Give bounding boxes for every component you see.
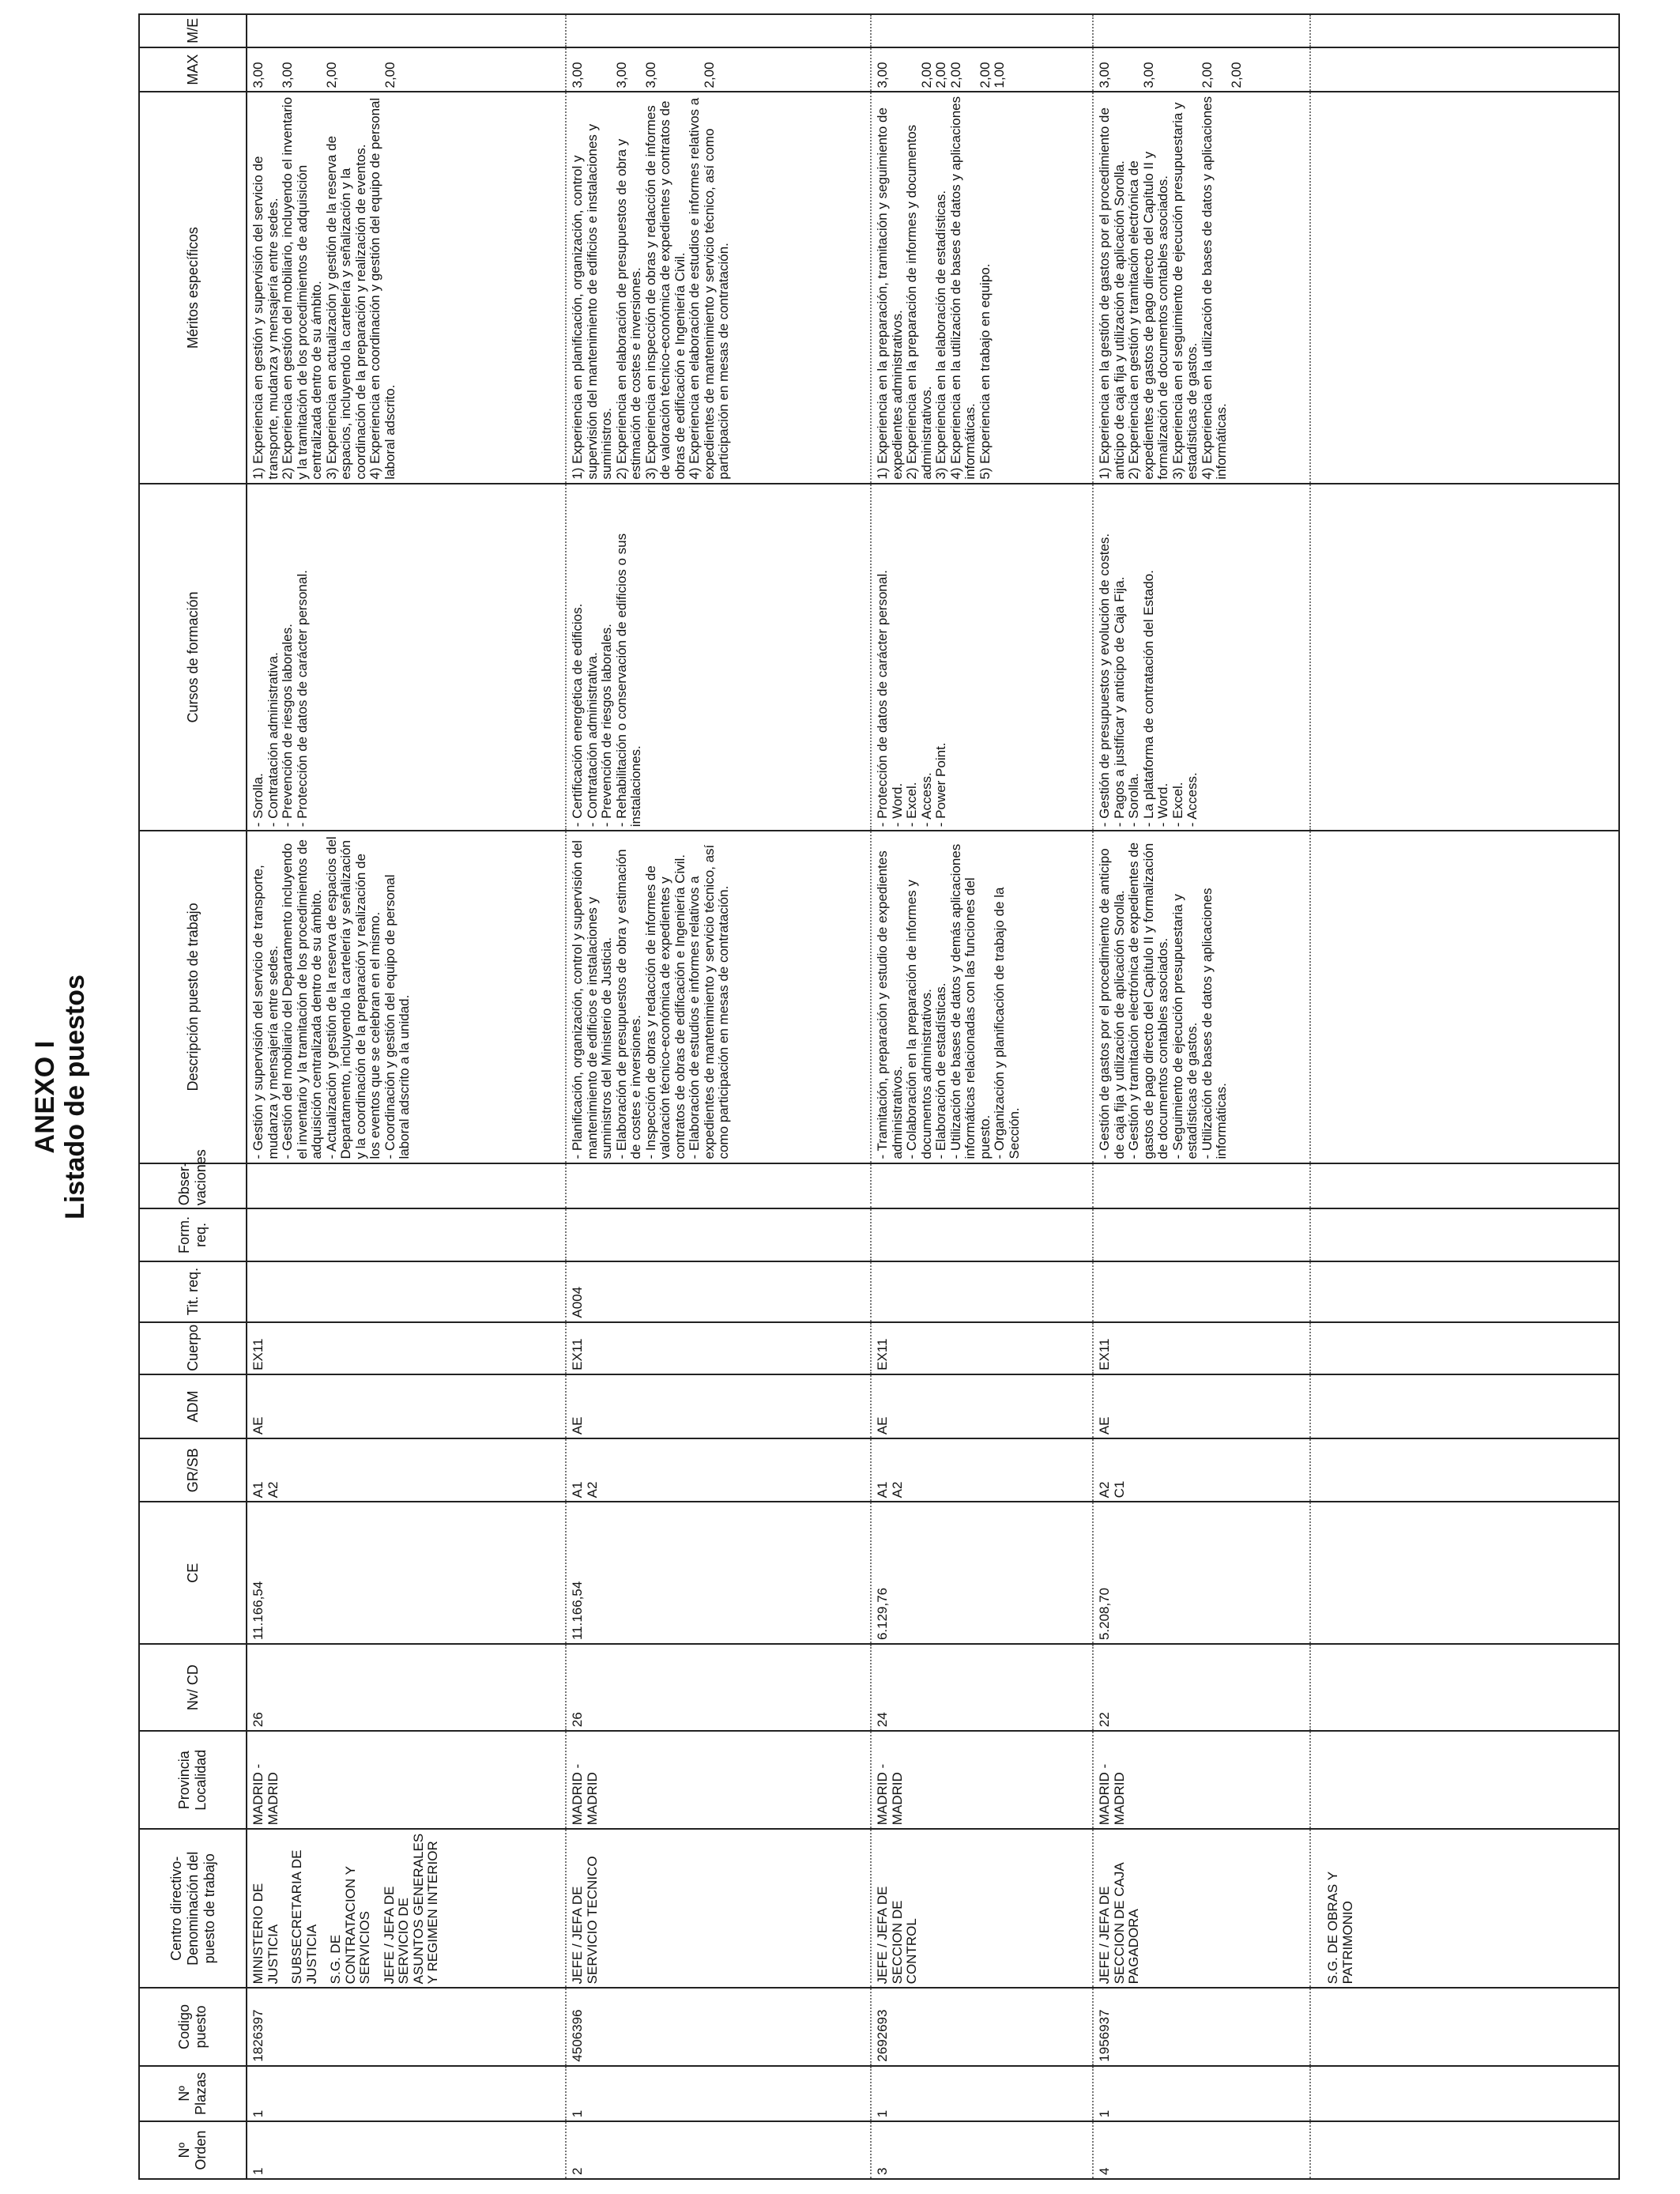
cell-adm: AE bbox=[1093, 1374, 1310, 1438]
cell-empty bbox=[1310, 1988, 1619, 2065]
table-row bbox=[247, 14, 566, 2179]
cell-me bbox=[871, 14, 1093, 47]
cell-cursos: - Sorolla. - Contratación administrativa. - Prevención de riesgos laborales. - Protección de datos de carácter personal. bbox=[247, 484, 566, 831]
header-ce: CE bbox=[139, 1502, 247, 1644]
cell-adm: AE bbox=[871, 1374, 1093, 1438]
cell-obs bbox=[566, 1163, 871, 1209]
header-codigo: Codigo puesto bbox=[139, 1988, 247, 2065]
cell-empty bbox=[1310, 1208, 1619, 1261]
cell-tit bbox=[871, 1261, 1093, 1322]
cell-ce: 5.208,70 bbox=[1093, 1502, 1310, 1644]
cell-plazas: 1 bbox=[247, 2066, 566, 2122]
cell-provincia: MADRID - MADRID bbox=[871, 1731, 1093, 1829]
cell-meritos: 1) Experiencia en gestión y supervisión del servicio de transporte, mudanza y mensajería entre sedes. 2) Experiencia en gestión del mobiliario, incluyendo el inventario y la tramitación de los procedimientos de adquisición centralizada dentro de su ámbito. 3) Experiencia en actualización y gestión de la reserva de espacios, incluyendo la cartelería y señalización y la coordinación de la preparación y realización de eventos. 4) Experiencia en coordinación y gestión del equipo de personal laboral adscrito. bbox=[247, 92, 566, 484]
org-subsecretaria: SUBSECRETARIA DE JUSTICIA bbox=[289, 1849, 319, 1985]
cell-empty bbox=[1310, 1438, 1619, 1502]
header-adm: ADM bbox=[139, 1374, 247, 1438]
cell-cursos: - Gestión de presupuestos y evolución de costes. - Pagos a justificar y anticipo de Caja Fija. - Sorolla. - La plataforma de contratación del Estado. - Word. - Excel. - Access. bbox=[1093, 484, 1310, 831]
cell-adm: AE bbox=[566, 1374, 871, 1438]
cell-me bbox=[247, 14, 566, 47]
cell-obs bbox=[871, 1163, 1093, 1209]
cell-codigo: 1826397 bbox=[247, 1988, 566, 2065]
header-grsb: GR/SB bbox=[139, 1438, 247, 1502]
cell-empty bbox=[1310, 1261, 1619, 1322]
cell-meritos: 1) Experiencia en la preparación, tramitación y seguimiento de expedientes administrativos. 2) Experiencia en la preparación de informes y documentos administrativos. 3) Experiencia en la elaboración de estadísticas. 4) Experiencia en la utilización de bases de datos y aplicaciones informáticas. 5) Experiencia en trabajo en equipo. bbox=[871, 92, 1093, 484]
cell-empty bbox=[1310, 1644, 1619, 1731]
cell-ce: 11.166,54 bbox=[247, 1502, 566, 1644]
cell-descripcion: - Tramitación, preparación y estudio de expedientes administrativos. - Colaboración en la preparación de informes y documentos administrativos. - Elaboración de estadísticas. - Utilización de bases de datos y demás aplicaciones informáticas relacionadas con las funciones del puesto. - Organización y planificación de trabajo de la Sección. bbox=[871, 831, 1093, 1163]
cell-cuerpo: EX11 bbox=[871, 1322, 1093, 1374]
cell-codigo: 1956937 bbox=[1093, 1988, 1310, 2065]
header-plazas: Nº Plazas bbox=[139, 2066, 247, 2122]
cell-nivel: 24 bbox=[871, 1644, 1093, 1731]
cell-codigo: 4506396 bbox=[566, 1988, 871, 2065]
cell-tit bbox=[1093, 1261, 1310, 1322]
cell-grsb: A1 A2 bbox=[247, 1438, 566, 1502]
cell-empty bbox=[1310, 2121, 1619, 2179]
cell-obs bbox=[247, 1163, 566, 1209]
cell-cursos: - Certificación energética de edificios. - Contratación administrativa. - Prevención de riesgos laborales. - Rehabilitación o conservación de edificios o sus instalaciones. bbox=[566, 484, 871, 831]
cell-centro bbox=[1310, 1829, 1619, 1988]
cell-orden: 4 bbox=[1093, 2121, 1310, 2179]
page-subtitle: Listado de puestos bbox=[60, 974, 90, 1220]
cell-nivel: 26 bbox=[566, 1644, 871, 1731]
cell-empty bbox=[1310, 1322, 1619, 1374]
table-row bbox=[1093, 14, 1310, 2179]
cell-descripcion: - Gestión de gastos por el procedimiento de anticipo de caja fija y utilización de aplicación Sorolla. - Gestión y tramitación electrónica de expedientes de gastos de pago directo del Capítulo II y formalización de documentos contables asociados. - Seguimiento de ejecución presupuestaria y estadísticas de gastos. - Utilización de bases de datos y aplicaciones informáticas. bbox=[1093, 831, 1310, 1163]
cell-orden: 1 bbox=[247, 2121, 566, 2179]
cell-empty bbox=[1310, 47, 1619, 92]
cell-provincia: MADRID - MADRID bbox=[566, 1731, 871, 1829]
header-me: M/E bbox=[139, 14, 247, 47]
table-row bbox=[566, 14, 871, 2179]
cell-cuerpo: EX11 bbox=[247, 1322, 566, 1374]
header-centro: Centro directivo- Denominación del puesto de trabajo bbox=[139, 1829, 247, 1988]
cell-max: 3,00 3,00 3,00 2,00 bbox=[566, 47, 871, 92]
cell-form bbox=[247, 1208, 566, 1261]
cell-empty bbox=[1310, 1163, 1619, 1209]
header-cursos: Cursos de formación bbox=[139, 484, 247, 831]
header-nivel: Nv/ CD bbox=[139, 1644, 247, 1731]
cell-empty bbox=[1310, 1731, 1619, 1829]
cell-empty bbox=[1310, 2066, 1619, 2122]
cell-max: 3,00 3,00 2,00 2,00 bbox=[1093, 47, 1310, 92]
cell-cuerpo: EX11 bbox=[566, 1322, 871, 1374]
cell-form bbox=[566, 1208, 871, 1261]
cell-ce: 11.166,54 bbox=[566, 1502, 871, 1644]
cell-grsb: A1 A2 bbox=[871, 1438, 1093, 1502]
cell-empty bbox=[1310, 1374, 1619, 1438]
cell-ce: 6.129,76 bbox=[871, 1502, 1093, 1644]
cell-nivel: 22 bbox=[1093, 1644, 1310, 1731]
cell-me bbox=[1093, 14, 1310, 47]
cell-orden: 3 bbox=[871, 2121, 1093, 2179]
cell-orden: 2 bbox=[566, 2121, 871, 2179]
header-tit: Tit. req. bbox=[139, 1261, 247, 1322]
cell-me bbox=[566, 14, 871, 47]
table-row bbox=[871, 14, 1093, 2179]
header-row bbox=[139, 14, 247, 2179]
cell-plazas: 1 bbox=[1093, 2066, 1310, 2122]
cell-meritos: 1) Experiencia en la gestión de gastos por el procedimiento de anticipo de caja fija y utilización de aplicación Sorolla. 2) Experiencia en gestión y tramitación electrónica de expedientes de gastos de pago directo del Capítulo II y formalización de documentos contables asociados. 3) Experiencia en el seguimiento de ejecución presupuestaria y estadísticas de gastos. 4) Experiencia en la utilización de bases de datos y aplicaciones informáticas. bbox=[1093, 92, 1310, 484]
cell-meritos: 1) Experiencia en planificación, organización, control y supervisión del mantenimiento de edificios e instalaciones y suministros. 2) Experiencia en elaboración de presupuestos de obra y estimación de costes e inversiones. 3) Experiencia en inspección de obras y redacción de informes de valoración técnico-económica de expedientes y contratos de obras de edificación e Ingeniería Civil. 4) Experiencia en elaboración de estudios e informes relativos a expedientes de mantenimiento y servicio técnico, así como participación en mesas de contratación. bbox=[566, 92, 871, 484]
puesto-name: JEFE / JEFA DE SERVICIO DE ASUNTOS GENERALES Y REGIMEN INTERIOR bbox=[381, 1833, 440, 1985]
cell-centro: JEFE / JEFA DE SECCION DE CAJA PAGADORA bbox=[1093, 1829, 1310, 1988]
cell-descripcion: - Gestión y supervisión del servicio de transporte, mudanza y mensajería entre sedes. - Gestión del mobiliario del Departamento incluyendo el inventario y la tramitación de los procedimientos de adquisición centralizada dentro de su ámbito. - Actualización y gestión de la reserva de espacios del Departamento, incluyendo la cartelería y señalización y la coordinación de la preparación y realización de los eventos que se celebran en el mismo. - Coordinación y gestión del equipo de personal laboral adscrito a la unidad. bbox=[247, 831, 566, 1163]
cell-plazas: 1 bbox=[871, 2066, 1093, 2122]
cell-cursos: - Protección de datos de carácter personal. - Word. - Excel. - Access. - Power Point. bbox=[871, 484, 1093, 831]
header-orden: Nº Orden bbox=[139, 2121, 247, 2179]
page-title: ANEXO I bbox=[30, 1040, 60, 1154]
cell-obs bbox=[1093, 1163, 1310, 1209]
cell-plazas: 1 bbox=[566, 2066, 871, 2122]
cell-form bbox=[1093, 1208, 1310, 1261]
header-obs: Obser- vaciones bbox=[139, 1163, 247, 1209]
cell-centro: JEFE / JEFA DE SECCION DE CONTROL bbox=[871, 1829, 1093, 1988]
header-provincia: Provincia Localidad bbox=[139, 1731, 247, 1829]
cell-max: 3,00 2,00 2,00 2,00 2,00 1,00 bbox=[871, 47, 1093, 92]
title-block bbox=[30, 0, 90, 2194]
cell-grsb: A1 A2 bbox=[566, 1438, 871, 1502]
table-row-section bbox=[1310, 14, 1619, 2179]
cell-codigo: 2692693 bbox=[871, 1988, 1093, 2065]
cell-empty bbox=[1310, 1502, 1619, 1644]
org-sg-obras: S.G. DE OBRAS Y PATRIMONIO bbox=[1325, 1872, 1355, 1985]
cell-provincia: MADRID - MADRID bbox=[1093, 1731, 1310, 1829]
cell-grsb: A2 C1 bbox=[1093, 1438, 1310, 1502]
cell-cuerpo: EX11 bbox=[1093, 1322, 1310, 1374]
cell-empty bbox=[1310, 484, 1619, 831]
org-sg-contratacion: S.G. DE CONTRATACION Y SERVICIOS bbox=[328, 1866, 372, 1985]
cell-empty bbox=[1310, 14, 1619, 47]
cell-tit: A004 bbox=[566, 1261, 871, 1322]
cell-centro: JEFE / JEFA DE SERVICIO TECNICO bbox=[566, 1829, 871, 1988]
cell-centro bbox=[247, 1829, 566, 1988]
job-listing-table-wrapper bbox=[138, 13, 1620, 2180]
header-max: MAX bbox=[139, 47, 247, 92]
cell-adm: AE bbox=[247, 1374, 566, 1438]
cell-tit bbox=[247, 1261, 566, 1322]
header-descripcion: Descripción puesto de trabajo bbox=[139, 831, 247, 1163]
org-ministry: MINISTERIO DE JUSTICIA bbox=[250, 1883, 281, 1985]
cell-form bbox=[871, 1208, 1093, 1261]
header-meritos: Méritos específicos bbox=[139, 92, 247, 484]
cell-empty bbox=[1310, 92, 1619, 484]
cell-nivel: 26 bbox=[247, 1644, 566, 1731]
cell-descripcion: - Planificación, organización, control y supervisión del mantenimiento de edificios e instalaciones y suministros del Ministerio de Justicia. - Elaboración de presupuestos de obra y estimación de costes e inversiones. - Inspección de obras y redacción de informes de valoración técnico-económica de expedientes y contratos de obras de edificación e Ingeniería Civil. - Elaboración de estudios e informes relativos a expedientes de mantenimiento y servicio técnico, así como participación en mesas de contratación. bbox=[566, 831, 871, 1163]
cell-empty bbox=[1310, 831, 1619, 1163]
job-listing-table bbox=[138, 13, 1620, 2180]
header-form: Form. req. bbox=[139, 1208, 247, 1261]
header-cuerpo: Cuerpo bbox=[139, 1322, 247, 1374]
cell-max: 3,00 3,00 2,00 2,00 bbox=[247, 47, 566, 92]
cell-provincia: MADRID - MADRID bbox=[247, 1731, 566, 1829]
